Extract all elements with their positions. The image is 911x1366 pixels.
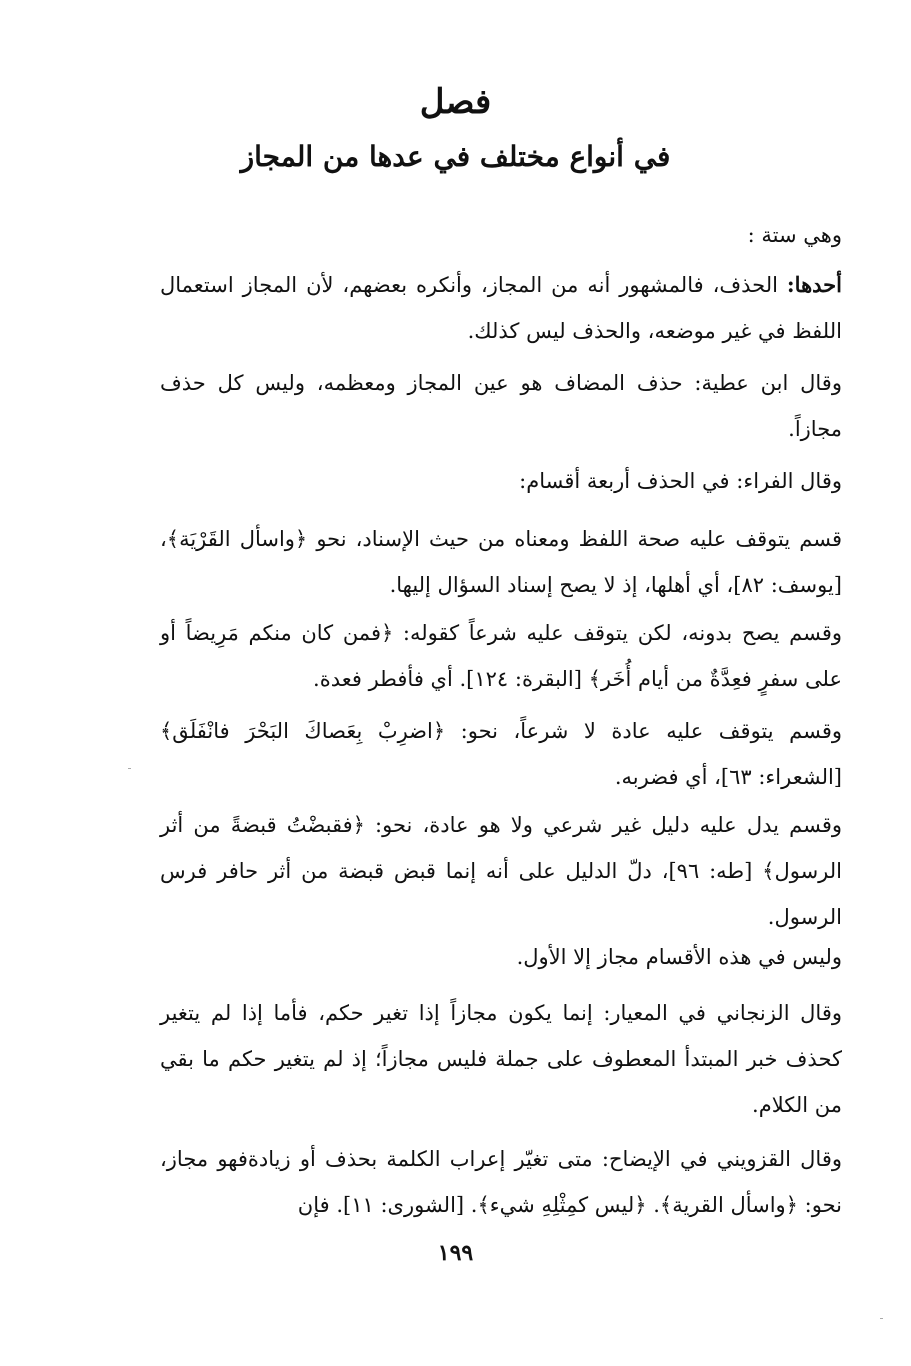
paragraph-division-4 — [160, 802, 842, 940]
paragraph-text: الحذف، فالمشهور أنه من المجاز، وأنكره بعضهم، لأن المجاز استعمال اللفظ في غير موضعه، والحذف ليس كذلك. — [160, 273, 842, 343]
paragraph-lead: أحدها: — [786, 272, 842, 297]
paragraph-ibn-atiyya — [160, 360, 842, 452]
scan-speck — [880, 1318, 883, 1319]
paragraph-text: وقسم يصح بدونه، لكن يتوقف عليه شرعاً كقوله: ﴿فمن كان منكم مَرِيضاً أو على سفرٍ فعِدَّةٌ من أيام أُخَر﴾ [البقرة: ١٢٤]. أي فأفطر فعدة. — [160, 621, 842, 691]
paragraph-farra — [160, 458, 842, 504]
paragraph-text: وهي ستة : — [747, 223, 842, 247]
paragraph-conclusion — [160, 934, 842, 980]
paragraph-division-2 — [160, 610, 842, 702]
page-number: ١٩٩ — [437, 1240, 474, 1266]
paragraph-text: وليس في هذه الأقسام مجاز إلا الأول. — [516, 945, 842, 969]
chapter-subtitle: في أنواع مختلف في عدها من المجاز — [240, 140, 671, 173]
paragraph-qazwini — [160, 1136, 842, 1228]
paragraph-text: وقال الزنجاني في المعيار: إنما يكون مجازاً إذا تغير حكم، فأما إذا لم يتغير كحذف خبر المبتدأ المعطوف على جملة فليس مجازاً؛ إذ لم يتغير حكم ما بقي من الكلام. — [160, 1001, 843, 1117]
scan-speck — [128, 768, 131, 769]
paragraph-text: وقال الفراء: في الحذف أربعة أقسام: — [519, 469, 842, 493]
paragraph-first-type — [160, 262, 842, 354]
paragraph-text: وقال ابن عطية: حذف المضاف هو عين المجاز ومعظمه، وليس كل حذف مجازاً. — [160, 371, 842, 441]
paragraph-intro — [160, 212, 842, 258]
paragraph-division-1 — [160, 516, 842, 608]
paragraph-division-3 — [160, 708, 842, 800]
chapter-title: فصل — [419, 82, 492, 122]
paragraph-text: وقسم يتوقف عليه عادة لا شرعاً، نحو: ﴿اضرِبْ بِعَصاكَ البَحْرَ فانْفَلَق﴾ [الشعراء: ٦٣]، أي فضربه. — [160, 719, 842, 789]
paragraph-zanjani — [160, 990, 842, 1128]
paragraph-text: قسم يتوقف عليه صحة اللفظ ومعناه من حيث الإسناد، نحو ﴿واسأل القَرْيَة﴾، [يوسف: ٨٢]، أي أهلها، إذ لا يصح إسناد السؤال إليها. — [160, 527, 842, 597]
paragraph-text: وقال القزويني في الإيضاح: متى تغيّر إعراب الكلمة بحذف أو زيادةفهو مجاز، نحو: ﴿واسأل القرية﴾. ﴿ليس كمِثْلِهِ شيء﴾. [الشورى: ١١]. فإن — [160, 1147, 842, 1217]
paragraph-text: وقسم يدل عليه دليل غير شرعي ولا هو عادة، نحو: ﴿فقبضْتُ قبضةً من أثر الرسول﴾ [طه: ٩٦]، دلّ الدليل على أنه إنما قبض قبضة من أثر حافر فرس الرسول. — [160, 813, 842, 929]
